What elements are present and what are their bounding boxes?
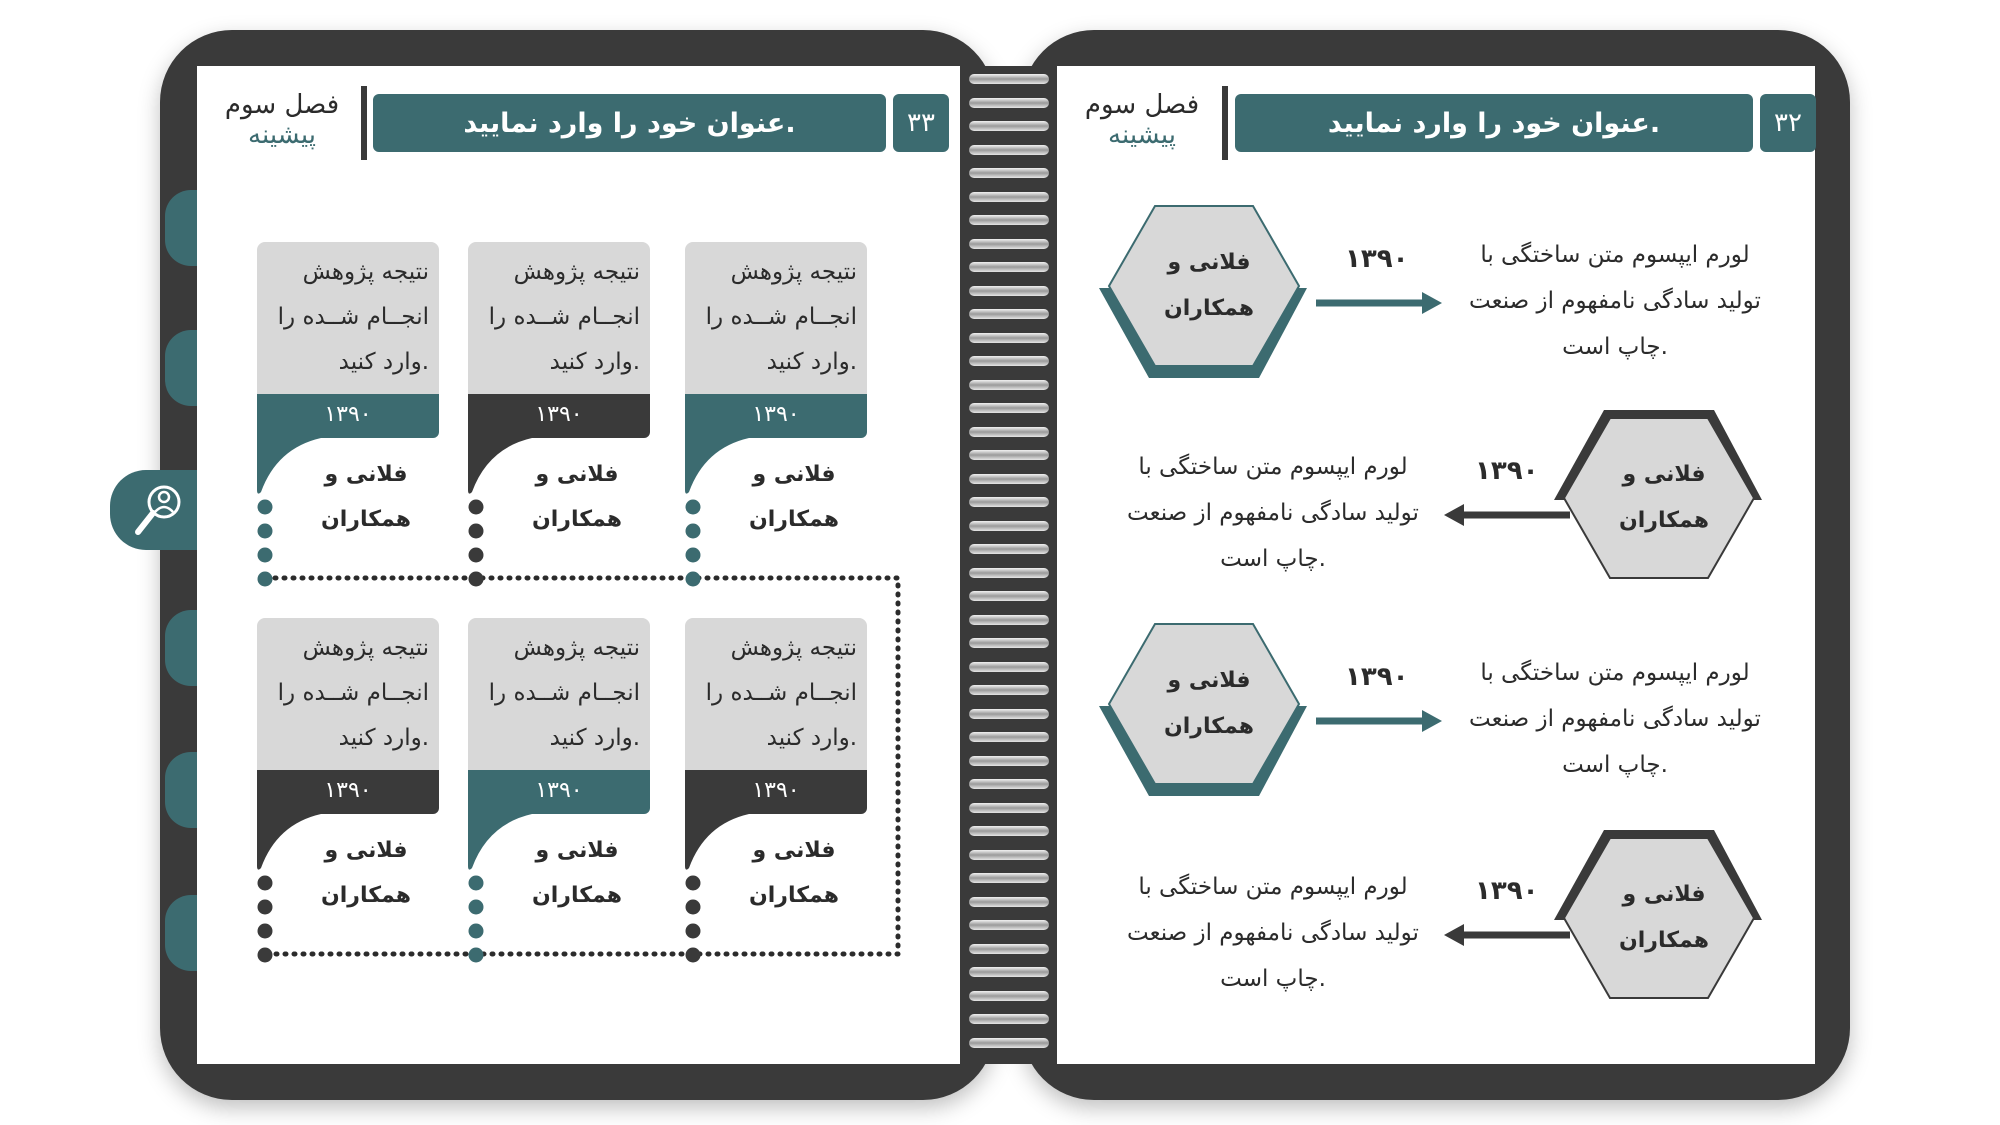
card-year: ۱۳۹۰ <box>257 394 439 438</box>
author-line: همکاران <box>748 507 840 532</box>
card-author <box>301 452 431 542</box>
timeline-dot <box>467 874 485 892</box>
research-card <box>257 242 439 532</box>
author-line: فلانی و <box>535 462 619 487</box>
page-number: ۳۲ <box>1760 94 1816 152</box>
author-line: فلانی و <box>1167 668 1251 693</box>
arrow-right <box>1316 288 1446 318</box>
research-card <box>685 242 867 532</box>
timeline-dot <box>684 874 702 892</box>
author-line: فلانی و <box>324 838 408 863</box>
page-title: عنوان خود را وارد نمایید. <box>373 94 886 152</box>
author-line: فلانی و <box>1167 250 1251 275</box>
author-line: همکاران <box>1163 296 1255 321</box>
card-author <box>512 828 642 918</box>
timeline-dot <box>684 546 702 564</box>
card-text: نتیجه پژوهش انجــام شــده را وارد کنید. <box>257 242 439 394</box>
row-year: ۱۳۹۰ <box>1345 662 1409 692</box>
timeline-dot <box>256 522 274 540</box>
card-year: ۱۳۹۰ <box>685 770 867 814</box>
hex-author <box>1584 872 1744 964</box>
timeline-dot <box>256 546 274 564</box>
card-author <box>301 828 431 918</box>
research-card <box>685 618 867 908</box>
author-line: همکاران <box>320 507 412 532</box>
timeline-dot <box>467 498 485 516</box>
row-year: ۱۳۹۰ <box>1475 876 1539 906</box>
timeline-dot <box>684 898 702 916</box>
timeline-dot <box>256 946 274 964</box>
hex-author <box>1584 452 1744 544</box>
card-text: نتیجه پژوهش انجــام شــده را وارد کنید. <box>468 242 650 394</box>
row-text: لورم ایپسوم متن ساختگی با تولید سادگی نامفهوم از صنعت چاپ است. <box>1127 874 1419 992</box>
row-year: ۱۳۹۰ <box>1345 244 1409 274</box>
timeline-dot <box>256 898 274 916</box>
timeline-dot <box>684 522 702 540</box>
card-author <box>512 452 642 542</box>
timeline-dot <box>684 498 702 516</box>
author-line: فلانی و <box>324 462 408 487</box>
timeline-dot <box>256 874 274 892</box>
card-year: ۱۳۹۰ <box>257 770 439 814</box>
author-line: همکاران <box>531 883 623 908</box>
card-text: نتیجه پژوهش انجــام شــده را وارد کنید. <box>468 618 650 770</box>
author-line: فلانی و <box>752 462 836 487</box>
row-text: لورم ایپسوم متن ساختگی با تولید سادگی نامفهوم از صنعت چاپ است. <box>1127 454 1419 572</box>
author-line: همکاران <box>1618 508 1710 533</box>
arrow-left <box>1440 500 1570 530</box>
timeline-dot <box>256 922 274 940</box>
arrow-left <box>1440 920 1570 950</box>
card-author <box>729 452 859 542</box>
research-card <box>468 618 650 908</box>
author-line: فلانی و <box>752 838 836 863</box>
hex-author <box>1129 658 1289 750</box>
page-title: عنوان خود را وارد نمایید. <box>1235 94 1753 152</box>
timeline-dot <box>684 946 702 964</box>
row-text: لورم ایپسوم متن ساختگی با تولید سادگی نامفهوم از صنعت چاپ است. <box>1469 660 1761 778</box>
card-author <box>729 828 859 918</box>
author-line: همکاران <box>748 883 840 908</box>
page-number: ۳۳ <box>893 94 949 152</box>
research-card <box>257 618 439 908</box>
research-card <box>468 242 650 532</box>
card-year: ۱۳۹۰ <box>468 770 650 814</box>
timeline-dot <box>467 946 485 964</box>
timeline-dot <box>467 522 485 540</box>
timeline-dot <box>256 498 274 516</box>
timeline-dot <box>684 570 702 588</box>
card-year: ۱۳۹۰ <box>685 394 867 438</box>
arrow-right <box>1316 706 1446 736</box>
author-line: فلانی و <box>535 838 619 863</box>
author-line: همکاران <box>320 883 412 908</box>
card-year: ۱۳۹۰ <box>468 394 650 438</box>
row-year: ۱۳۹۰ <box>1475 456 1539 486</box>
section-title: پیشینه <box>248 120 316 150</box>
timeline-dot <box>467 570 485 588</box>
timeline-dot <box>467 922 485 940</box>
author-line: همکاران <box>531 507 623 532</box>
section-title: پیشینه <box>1108 120 1176 150</box>
author-line: فلانی و <box>1622 462 1706 487</box>
row-text: لورم ایپسوم متن ساختگی با تولید سادگی نامفهوم از صنعت چاپ است. <box>1469 242 1761 360</box>
timeline-dot <box>467 898 485 916</box>
author-line: همکاران <box>1163 714 1255 739</box>
card-text: نتیجه پژوهش انجــام شــده را وارد کنید. <box>685 242 867 394</box>
hex-author <box>1129 240 1289 332</box>
author-line: همکاران <box>1618 928 1710 953</box>
chapter-title: فصل سوم <box>1084 90 1200 120</box>
timeline-dot <box>467 546 485 564</box>
timeline-dot <box>256 570 274 588</box>
card-text: نتیجه پژوهش انجــام شــده را وارد کنید. <box>257 618 439 770</box>
author-line: فلانی و <box>1622 882 1706 907</box>
card-text: نتیجه پژوهش انجــام شــده را وارد کنید. <box>685 618 867 770</box>
timeline-dot <box>684 922 702 940</box>
chapter-title: فصل سوم <box>224 90 340 120</box>
